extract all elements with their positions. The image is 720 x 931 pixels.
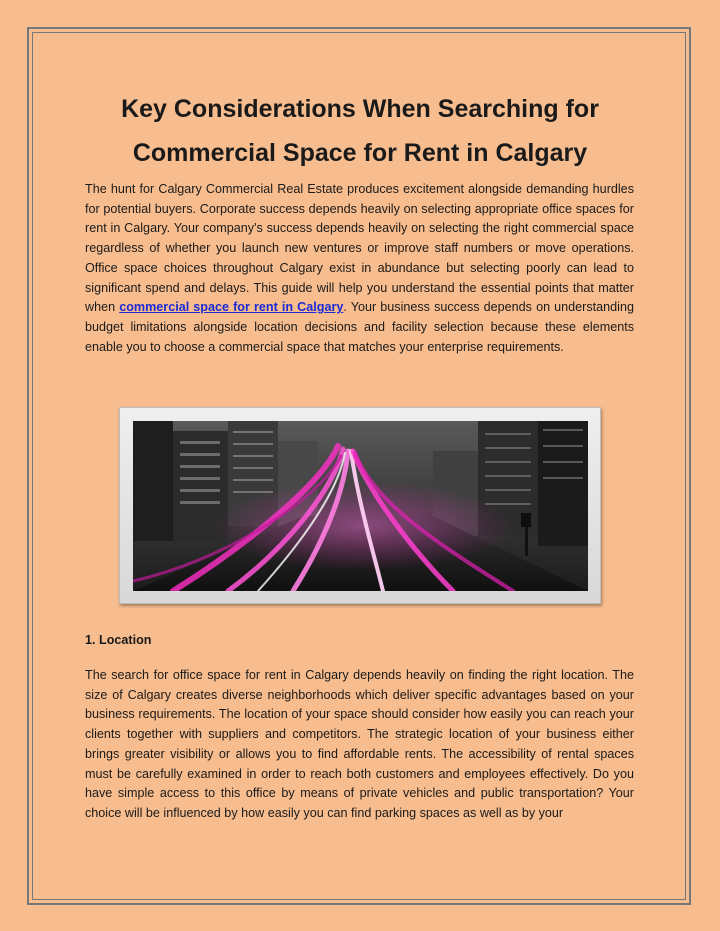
intro-text-part1: The hunt for Calgary Commercial Real Estate produces excitement alongside demanding hurdles for potential buyers. Corporate success depends heavily on selecting appropriate office spaces for rent in Calgary. Your company's success depends heavily on selecting the right commercial space regardless of whether you launch new ventures or improve staff numbers or move operations. Office space choices throughout Calgary exist in abundance but selecting poorly can lead to significant spend and delays. This guide will help you understand the essential points that matter when	[85, 182, 634, 315]
city-light-trails-photo	[133, 421, 588, 591]
intro-text-part2: . Your business success depends on understanding budget limitations alongside location decisions and facility selection because these elements enable you to choose a commercial space that matches your enterprise requirements.	[85, 300, 634, 354]
title-line-2: Commercial Space for Rent in Calgary	[132, 139, 588, 167]
location-paragraph: The search for office space for rent in Calgary depends heavily on finding the right location. The size of Calgary creates diverse neighborhoods which deliver specific advantages based on your business requirements. The location of your space should consider how easily you can reach your clients together with suppliers and competitors. The strategic location of your business either brings greater visibility or allows you to find affordable rents. The accessibility of rental spaces must be carefully examined in order to reach both customers and employees effectively. Do you have simple access to this office by means of private vehicles and public transportation? Your choice will be influenced by how easily you can find parking spaces as well as by your	[85, 668, 634, 820]
intro-paragraph	[85, 180, 634, 357]
document-title	[60, 87, 660, 175]
section-heading-location: 1. Location	[85, 633, 152, 647]
commercial-space-link[interactable]: commercial space for rent in Calgary	[119, 300, 344, 315]
title-line-1: Key Considerations When Searching for	[121, 95, 599, 123]
